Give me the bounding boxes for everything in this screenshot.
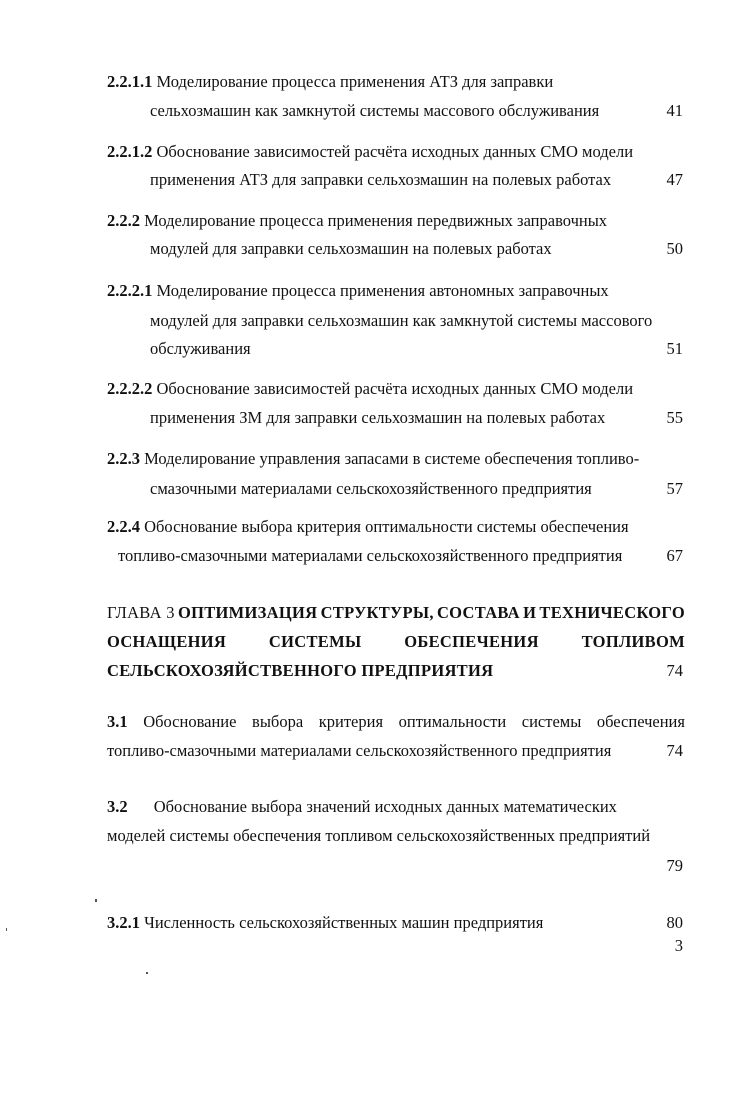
- toc-word: Обоснование: [143, 712, 237, 731]
- toc-entry-title-cont: модулей для заправки сельхозмашин как замкнутой системы массового: [150, 311, 653, 330]
- page-number: 3: [674, 936, 683, 955]
- toc-entry-title: Моделирование управления запасами в системе обеспечения топливо-: [144, 449, 640, 468]
- toc-entry-title-cont: модулей для заправки сельхозмашин на полевых работах: [150, 239, 552, 258]
- toc-page-number: 51: [666, 339, 683, 358]
- toc-page-number: 57: [666, 479, 683, 498]
- toc-entry-title-cont: смазочными материалами сельскохозяйственного предприятия: [150, 479, 592, 498]
- chapter-heading-line3: [107, 661, 493, 681]
- toc-entry-number: 3.2: [107, 797, 128, 816]
- toc-word: выбора: [252, 712, 304, 731]
- scan-speck: [95, 899, 97, 902]
- chapter-word: И: [523, 603, 537, 622]
- toc-entry-title-cont: моделей системы обеспечения топливом сельскохозяйственных предприятий: [107, 826, 651, 845]
- toc-entry-title-cont: сельхозмашин как замкнутой системы массового обслуживания: [150, 101, 600, 120]
- toc-entry-2-2-1-2: [107, 142, 633, 162]
- toc-entry-title: Обоснование выбора значений исходных данных математических: [153, 797, 617, 816]
- toc-entry-2-2-4: [107, 517, 629, 537]
- toc-entry-title: Обоснование зависимостей расчёта исходных данных СМО модели: [156, 379, 634, 398]
- toc-entry-3-2: [107, 797, 617, 817]
- toc-entry-title-cont: применения АТЗ для заправки сельхозмашин на полевых работах: [150, 170, 612, 189]
- toc-entry-number: 2.2.2.1: [107, 281, 153, 300]
- toc-entry-number: 3.2.1: [107, 913, 140, 932]
- toc-entry-title-cont: топливо-смазочными материалами сельскохозяйственного предприятия: [118, 546, 623, 565]
- toc-entry-3-2-1: [107, 913, 543, 933]
- toc-page-number: 79: [666, 856, 683, 875]
- toc-entry-title-cont: обслуживания: [150, 339, 251, 358]
- chapter-word: СОСТАВА: [436, 603, 520, 622]
- toc-entry-title: Обоснование зависимостей расчёта исходных данных СМО модели: [156, 142, 634, 161]
- toc-entry-title-cont: применения ЗМ для заправки сельхозмашин на полевых работах: [150, 408, 606, 427]
- toc-page-number: 74: [666, 741, 683, 760]
- chapter-word: СИСТЕМЫ: [268, 632, 362, 651]
- toc-word: критерия: [318, 712, 384, 731]
- toc-entry-title: Моделирование процесса применения передвижных заправочных: [144, 211, 608, 230]
- toc-entry-number: 2.2.3: [107, 449, 140, 468]
- scan-speck: [6, 928, 7, 931]
- toc-page-number: 55: [666, 408, 683, 427]
- toc-entry-2-2-2-1: [107, 281, 609, 301]
- toc-entry-2-2-1-1: [107, 72, 553, 92]
- toc-page-number: 50: [666, 239, 683, 258]
- toc-entry-title-cont: топливо-смазочными материалами сельскохозяйственного предприятия: [107, 741, 612, 760]
- toc-page-number: 74: [666, 661, 683, 680]
- chapter-word: СТРУКТУРЫ,: [320, 603, 434, 622]
- toc-page-number: 80: [666, 913, 683, 932]
- toc-word: системы: [521, 712, 582, 731]
- chapter-word: ОПТИМИЗАЦИЯ: [177, 603, 318, 622]
- chapter-heading-line2: [107, 632, 685, 652]
- toc-entry-number: 2.2.2.2: [107, 379, 153, 398]
- toc-entry-number: 3.1: [107, 712, 128, 731]
- toc-entry-title: Численность сельскохозяйственных машин предприятия: [144, 913, 544, 932]
- toc-page-number: 67: [666, 546, 683, 565]
- chapter-word: ОБЕСПЕЧЕНИЯ: [404, 632, 539, 651]
- chapter-heading-line1: [107, 603, 685, 623]
- toc-entry-number: 2.2.4: [107, 517, 140, 536]
- toc-word: оптимальности: [398, 712, 507, 731]
- scan-speck: [146, 972, 148, 974]
- toc-entry-3-1: [107, 712, 685, 732]
- chapter-prefix: ГЛАВА 3: [107, 603, 175, 622]
- toc-entry-2-2-2: [107, 211, 607, 231]
- toc-word: обеспечения: [596, 712, 685, 731]
- chapter-word: ТОПЛИВОМ: [581, 632, 685, 651]
- chapter-word: ОСНАЩЕНИЯ: [107, 632, 227, 651]
- toc-entry-2-2-2-2: [107, 379, 633, 399]
- chapter-word: ТЕХНИЧЕСКОГО: [539, 603, 685, 622]
- toc-entry-2-2-3: [107, 449, 639, 469]
- toc-entry-number: 2.2.1.2: [107, 142, 153, 161]
- toc-entry-title: Моделирование процесса применения автономных заправочных: [156, 281, 609, 300]
- toc-entry-title: Обоснование выбора критерия оптимальности системы обеспечения: [144, 517, 629, 536]
- toc-entry-title: Моделирование процесса применения АТЗ для заправки: [156, 72, 554, 91]
- toc-entry-number: 2.2.1.1: [107, 72, 153, 91]
- chapter-title-end: СЕЛЬСКОХОЗЯЙСТВЕННОГО ПРЕДПРИЯТИЯ: [107, 661, 494, 680]
- toc-page-number: 41: [666, 101, 683, 120]
- toc-entry-number: 2.2.2: [107, 211, 140, 230]
- toc-page-number: 47: [666, 170, 683, 189]
